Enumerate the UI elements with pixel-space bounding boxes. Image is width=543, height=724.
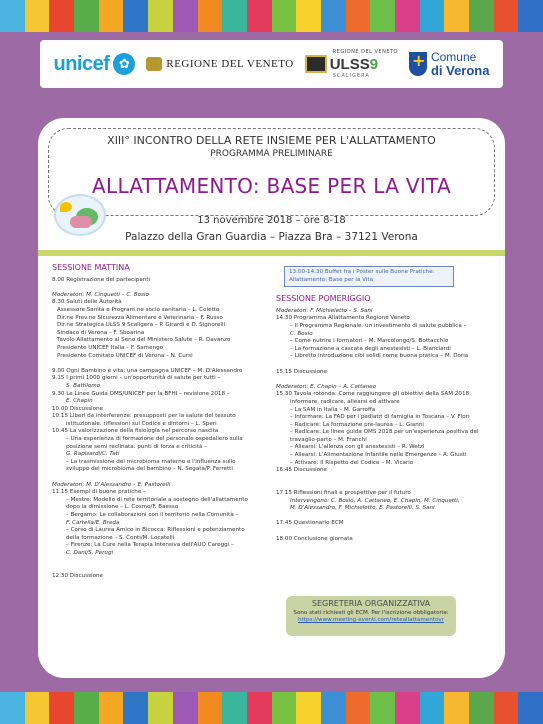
color-stripe (346, 692, 371, 724)
color-stripe (370, 0, 395, 32)
schedule-line: 15.30 Tavola rotonda: Come raggiungere gli obiettivi della SAM 2018: (276, 391, 471, 398)
ulss-badge-icon (305, 55, 327, 73)
ulss9-logo: REGIONE DEL VENETO ULSS9 SCALIGERA (305, 49, 398, 79)
schedule-line: C. Dani/S. Perugi (66, 549, 114, 556)
schedule-line (276, 475, 494, 483)
color-stripe (74, 692, 99, 724)
schedule-line: 9.00 Ogni Bambino è vita: una campagna UNICEF – M. D'Alessandro (52, 367, 243, 374)
schedule-line: C. Bosio (290, 330, 313, 337)
color-stripe (395, 0, 420, 32)
color-stripe (198, 692, 223, 724)
schedule-line (276, 513, 494, 521)
schedule-line: Moderatori: M. D'Alessandro – E. Pastorelli (52, 481, 171, 488)
color-stripe (25, 692, 50, 724)
lion-icon (146, 57, 162, 71)
comune-verona-logo: + Comune di Verona (409, 51, 490, 77)
color-stripe (346, 0, 371, 32)
color-stripe (74, 0, 99, 32)
top-color-stripes (0, 0, 543, 32)
color-stripe (444, 692, 469, 724)
color-stripe (49, 0, 74, 32)
schedule-line (52, 558, 272, 566)
schedule-line: 9.30 Le Linee Guida OMS/UNICEF per la BFHI – revisione 2018 – (52, 390, 230, 397)
schedule-line: – Mestre: Modello di rete territoriale a sostegno dell'allattamento (66, 496, 248, 503)
schedule-line: Moderatori: F. Michieletto – S. Sani (276, 307, 373, 314)
schedule-line: – Una esperienza di formazione del personale ospedaliero sulla (66, 436, 243, 443)
regione-veneto-logo: REGIONE DEL VENETO (146, 57, 293, 71)
color-stripe (321, 0, 346, 32)
schedule-line: E. Chapin (66, 398, 93, 405)
color-stripe (296, 692, 321, 724)
morning-schedule (52, 277, 272, 581)
schedule-line: informare, radicare, allearsi ed attivare (290, 398, 400, 405)
schedule-line: 8.00 Registrazione dei partecipanti (52, 276, 151, 283)
secretariat-box (286, 596, 456, 636)
schedule-line: F. Cartella/E. Breda (66, 519, 120, 526)
color-stripe (0, 0, 25, 32)
schedule-line: – La trasmissione del microbioma materno e l'influenza sullo (66, 458, 236, 465)
color-stripe (222, 0, 247, 32)
buffet-box: 13.00-14.30 Buffet fra i Poster sulle Buone Pratiche: Allattamento: Base per la Vita (284, 266, 454, 287)
color-stripe (395, 692, 420, 724)
afternoon-session (276, 266, 494, 543)
globe-icon: ✿ (113, 53, 135, 75)
schedule-line: della formazione – S. Conti/M. Locatelli (66, 534, 175, 541)
schedule-line: istituzionale, riflessioni sul Codice e dintorni – L. Speri (66, 420, 217, 427)
schedule-line (276, 361, 494, 369)
schedule-line: – La SAM in Italia – M. Garroffa (290, 406, 376, 413)
schedule-line: Tavolo Allattamento al Seno del Ministero Salute – R. Davanzo (57, 337, 231, 344)
partner-logos-bar (40, 40, 503, 88)
schedule-line: Dir.ne Prev.ne Sicurezza Alimentare e Veterinaria – F. Russo (57, 314, 223, 321)
color-stripe (469, 692, 494, 724)
schedule-line: S. Battilomo (66, 382, 101, 389)
schedule-line (52, 474, 272, 482)
shield-cross-icon (409, 52, 427, 76)
color-stripe (272, 0, 297, 32)
schedule-line: – Come nutrire i formatori – M. Marcolongo/S. Bottacchio (290, 338, 449, 345)
schedule-line: 17.15 Riflessioni finali e prospettive per il futuro (276, 490, 411, 497)
schedule-line: – Corso di Laurea Amico in Bicocca: Riflessioni e potenziamento (66, 527, 245, 534)
color-stripe (148, 692, 173, 724)
schedule-line (276, 482, 494, 490)
color-stripe (494, 0, 519, 32)
schedule-line: 10.00 Discussione (52, 405, 103, 412)
color-stripe (272, 692, 297, 724)
afternoon-session-title: SESSIONE POMERIGGIO (276, 294, 371, 304)
schedule-line (276, 528, 494, 536)
schedule-line (52, 360, 272, 368)
schedule-line: Moderatori: M. Cinquetti – C. Bosio (52, 291, 149, 298)
schedule-line: dopo la dimissione – L. Cosmo/F. Baesso (66, 504, 179, 511)
color-stripe (518, 0, 543, 32)
color-stripe (296, 0, 321, 32)
afternoon-schedule (276, 308, 494, 543)
schedule-line: 8.30 Saluti delle Autorità (52, 299, 122, 306)
color-stripe (25, 0, 50, 32)
schedule-line: – Firenze: La Cure nella Terapia Intensiva dell'AUO Careggi – (66, 542, 234, 549)
schedule-line: Dir.ne Strategica ULSS 9 Scaligera – P. Girardi e D. Signorelli (57, 322, 226, 329)
schedule-line: Presidente Comitato UNICEF di Verona – N. Cursi (57, 352, 193, 359)
schedule-line: – Allearsi: L'Alimentazione Infantile nelle Emergenze – A. Giusti (290, 452, 467, 459)
schedule-line: 17.45 Questionario ECM (276, 520, 344, 527)
color-stripe (123, 0, 148, 32)
bottom-color-stripes (0, 692, 543, 724)
program-label: PROGRAMMA PRELIMINARE (210, 149, 333, 159)
schedule-line: posizione semi reclinata: punti di forza e criticità – (66, 443, 207, 450)
color-stripe (469, 0, 494, 32)
color-stripe (99, 692, 124, 724)
schedule-line: travaglio-parto – M. Franchi (290, 436, 367, 443)
color-stripe (222, 692, 247, 724)
schedule-line: Moderatori: E. Chapin – A. Cattaneo (276, 383, 377, 390)
schedule-line: 18.00 Conclusione giornata (276, 535, 353, 542)
color-stripe (494, 692, 519, 724)
unicef-logo: unicef ✿ (53, 53, 135, 76)
schedule-line: – Radicare: Le linee guida OMS 2018 per un'esperienza positiva del (290, 429, 479, 436)
color-stripe (49, 692, 74, 724)
color-stripe (173, 692, 198, 724)
color-stripe (420, 0, 445, 32)
color-stripe (247, 0, 272, 32)
color-stripe (0, 692, 25, 724)
schedule-line: Intervengono: C. Bosio, A. Cattaneo, E. Chapin, M. Cinquetti, (290, 497, 460, 504)
schedule-line: 16.45 Discussione (276, 467, 327, 474)
program-card (38, 118, 505, 678)
secretariat-title: SEGRETERIA ORGANIZZATIVA (311, 599, 431, 608)
color-stripe (370, 692, 395, 724)
schedule-line: – Libretto introduzione cibi solidi come buona pratica – M. Doria (290, 353, 469, 360)
color-stripe (148, 0, 173, 32)
schedule-line: – Il Programma Regionale: un investimento di salute pubblica – (290, 322, 467, 329)
color-stripe (99, 0, 124, 32)
event-venue: Palazzo della Gran Guardia – Piazza Bra – 37121 Verona (125, 231, 418, 243)
schedule-line: – Bergamo: Le collaborazioni con il territorio nella Comunità – (66, 512, 239, 518)
color-stripe (247, 692, 272, 724)
schedule-line: 11.15 Esempi di buone pratiche – (52, 489, 146, 496)
schedule-line: sviluppo del microbioma del bambino – N. Segata/P. Ferretti (66, 466, 233, 473)
color-stripe (321, 692, 346, 724)
color-stripe (420, 692, 445, 724)
morning-session-title: SESSIONE MATTINA (52, 263, 130, 272)
schedule-line: 9.15 I primi 1000 giorni – un'opportunità di salute per tutti – (52, 375, 221, 382)
schedule-line: – Allearsi: L'allenza con gli anestesisti – R. Wetzl (290, 444, 425, 451)
registration-link[interactable]: https://www.meeting-eventi.com/reteallattamentovr (297, 617, 445, 623)
schedule-line: – La formazione a cascata degli anestesisti – L. Bianciardi (290, 345, 451, 352)
schedule-line: M. D'Alessandro, F. Michieletto, E. Pastorelli, S. Sani (290, 505, 435, 512)
color-stripe (123, 692, 148, 724)
color-stripe (518, 692, 543, 724)
morning-session (52, 264, 272, 580)
schedule-line (52, 565, 272, 573)
schedule-line: Assessore Sanità e Program.ne socio sanitaria – L. Coletto (57, 306, 220, 313)
ecm-note: Sono stati richiesti gli ECM. Per l'iscrizione obbligatoria: (293, 610, 449, 616)
schedule-line: G. Rapisardi/C. Tati (66, 451, 120, 458)
section-divider (38, 250, 505, 256)
color-stripe (444, 0, 469, 32)
schedule-line: Presidente UNICEF Italia – F. Samengo (57, 344, 164, 351)
page-title: ALLATTAMENTO: BASE PER LA VITA (92, 174, 451, 198)
event-date: 13 novembre 2018 – ore 8-18 (197, 215, 346, 226)
schedule-line: 14.30 Programma Allattamento Regione Veneto (276, 315, 410, 322)
schedule-line: 12.30 Discussione (52, 572, 103, 579)
event-edition: XIII° INCONTRO DELLA RETE INSIEME PER L'ALLATTAMENTO (107, 134, 436, 147)
schedule-line: 10.45 La valorizzazione della fisiologia nel percorso nascita (52, 428, 219, 435)
schedule-line (276, 376, 494, 384)
schedule-line: – Radicare: La formazione pre-laurea – L. Gianni (290, 421, 424, 428)
color-stripe (198, 0, 223, 32)
schedule-line: – Attivare: Il Rispetto del Codice – M. Vicario (290, 459, 414, 466)
schedule-line (52, 284, 272, 292)
schedule-line: 10.15 Liberi da interferenze: presupposti per la salute del tessuto (52, 413, 236, 420)
schedule-line: Sindaco di Verona – F. Sboarina (57, 329, 145, 336)
schedule-line: – Informare: La FAD per i pediatri di famiglia in Toscana – V. Flori (290, 414, 470, 421)
color-stripe (173, 0, 198, 32)
schedule-line: 15.15 Discussione (276, 368, 327, 375)
